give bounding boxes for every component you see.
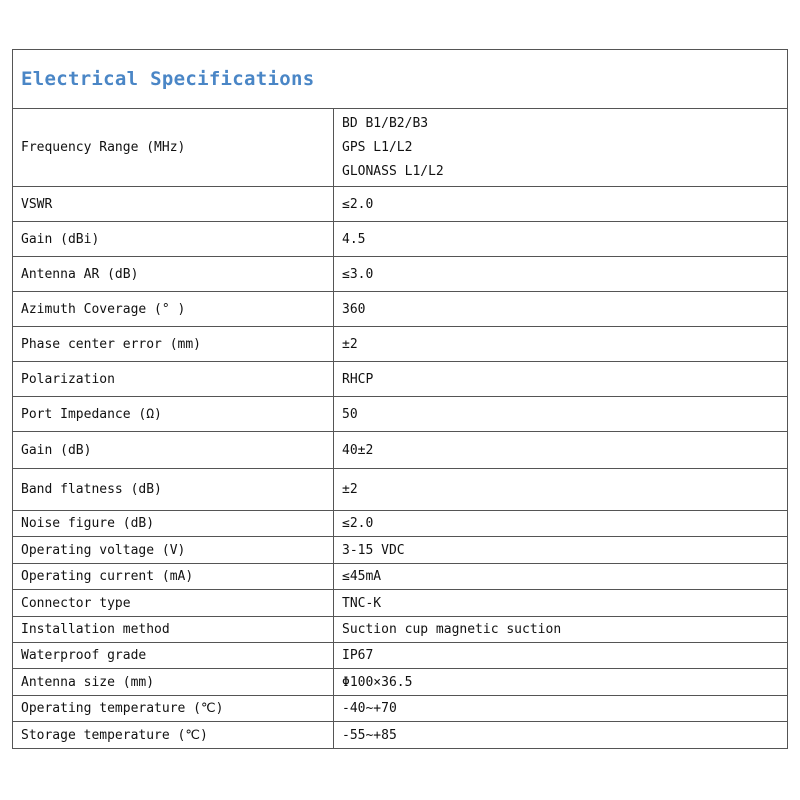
param-cell: Gain (dBi) (13, 222, 334, 257)
table-row (13, 109, 788, 187)
value-cell: 50 (334, 397, 788, 432)
table-row (13, 617, 788, 643)
table-title: Electrical Specifications (13, 50, 788, 109)
param-cell: Waterproof grade (13, 643, 334, 669)
param-cell: Installation method (13, 617, 334, 643)
table-row (13, 511, 788, 537)
table-row (13, 257, 788, 292)
param-cell: Connector type (13, 590, 334, 617)
table-row (13, 327, 788, 362)
value-cell: 40±2 (334, 432, 788, 469)
title-row (13, 50, 788, 109)
param-cell: VSWR (13, 187, 334, 222)
value-cell: IP67 (334, 643, 788, 669)
table-row (13, 187, 788, 222)
value-cell (334, 109, 788, 187)
param-cell: Port Impedance (Ω) (13, 397, 334, 432)
param-cell: Band flatness (dB) (13, 469, 334, 511)
table-row (13, 643, 788, 669)
value-cell: 360 (334, 292, 788, 327)
param-cell: Storage temperature (℃) (13, 722, 334, 749)
table-row (13, 362, 788, 397)
value-cell: ≤3.0 (334, 257, 788, 292)
table-row (13, 469, 788, 511)
value-cell: Φ100×36.5 (334, 669, 788, 696)
table-row (13, 564, 788, 590)
value-cell: ≤2.0 (334, 511, 788, 537)
value-cell: 4.5 (334, 222, 788, 257)
param-cell: Noise figure (dB) (13, 511, 334, 537)
value-cell: ±2 (334, 469, 788, 511)
param-cell: Antenna size (mm) (13, 669, 334, 696)
value-cell: ≤45mA (334, 564, 788, 590)
value-cell: Suction cup magnetic suction (334, 617, 788, 643)
param-cell: Gain (dB) (13, 432, 334, 469)
value-cell: -40~+70 (334, 696, 788, 722)
value-cell: TNC-K (334, 590, 788, 617)
value-cell: RHCP (334, 362, 788, 397)
table-row (13, 292, 788, 327)
table-row (13, 432, 788, 469)
value-cell: ±2 (334, 327, 788, 362)
table-row (13, 222, 788, 257)
value-line: GPS L1/L2 (342, 139, 413, 155)
table-row (13, 590, 788, 617)
param-cell: Frequency Range (MHz) (13, 109, 334, 187)
param-cell: Operating voltage (V) (13, 537, 334, 564)
param-cell: Phase center error (mm) (13, 327, 334, 362)
value-cell: 3-15 VDC (334, 537, 788, 564)
param-cell: Antenna AR (dB) (13, 257, 334, 292)
param-cell: Azimuth Coverage (° ) (13, 292, 334, 327)
table-row (13, 669, 788, 696)
param-cell: Operating temperature (℃) (13, 696, 334, 722)
table-row (13, 696, 788, 722)
table-row (13, 397, 788, 432)
electrical-specifications-table (12, 49, 788, 749)
table-row (13, 722, 788, 749)
value-cell: ≤2.0 (334, 187, 788, 222)
param-cell: Operating current (mA) (13, 564, 334, 590)
value-line: GLONASS L1/L2 (342, 163, 444, 179)
table-row (13, 537, 788, 564)
param-cell: Polarization (13, 362, 334, 397)
value-cell: -55~+85 (334, 722, 788, 749)
value-line: BD B1/B2/B3 (342, 115, 429, 131)
